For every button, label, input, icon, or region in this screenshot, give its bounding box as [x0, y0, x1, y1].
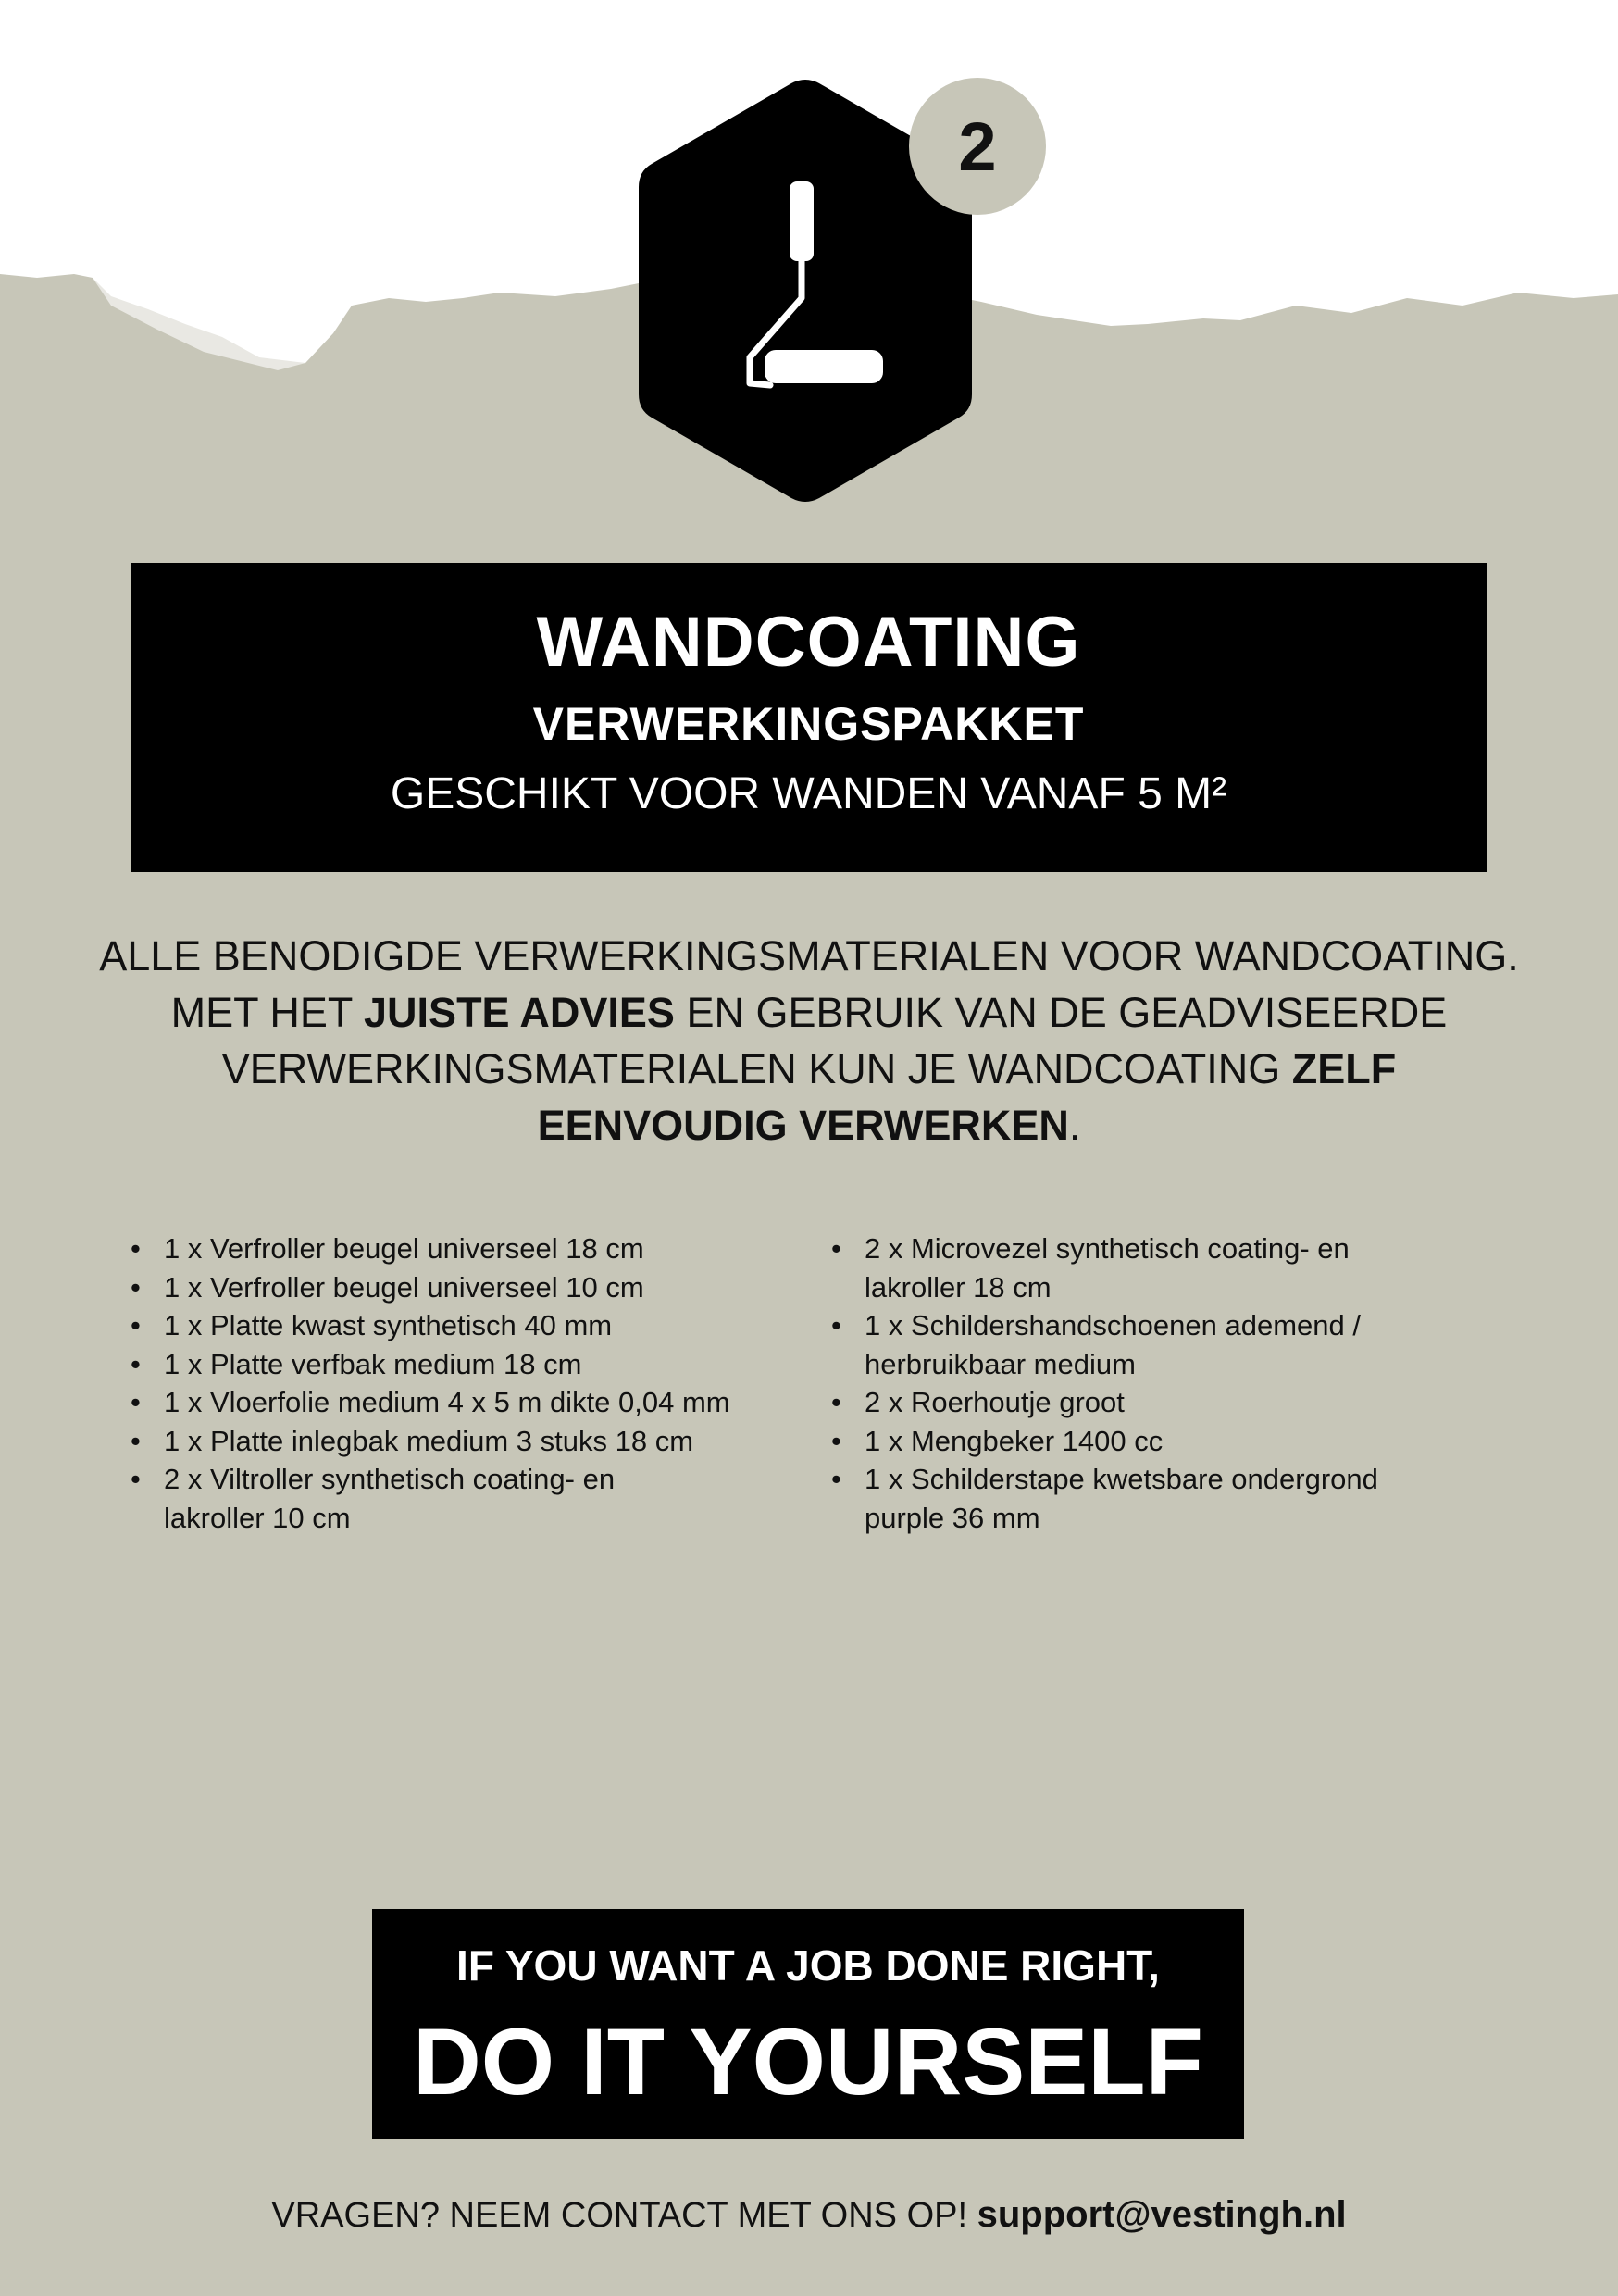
- list-item: • 1 x Verfroller beugel universeel 18 cm: [131, 1229, 760, 1268]
- items-list-left: [131, 1229, 760, 1537]
- items-list-right: [831, 1229, 1442, 1537]
- surface-note: GESCHIKT VOOR WANDEN VANAF 5 M²: [390, 769, 1227, 818]
- list-item: • 1 x Platte verfbak medium 18 cm: [131, 1345, 760, 1384]
- intro-text-1: ALLE BENODIGDE VERWERKINGSMATERIALEN VOOR WANDCOATING. MET HET: [99, 932, 1519, 1036]
- list-item: • 2 x Microvezel synthetisch coating- en lakroller 18 cm: [831, 1229, 1442, 1306]
- page-title: WANDCOATING: [536, 603, 1081, 681]
- list-item: • 1 x Verfroller beugel universeel 10 cm: [131, 1268, 760, 1307]
- intro-bold-1: JUISTE ADVIES: [364, 989, 675, 1036]
- intro-bold-2: ZELF EENVOUDIG VERWERKEN: [537, 1045, 1397, 1149]
- title-banner: [131, 563, 1487, 872]
- list-item: • 1 x Platte kwast synthetisch 40 mm: [131, 1306, 760, 1345]
- slogan-banner: [372, 1909, 1244, 2139]
- step-number: 2: [958, 107, 997, 185]
- slogan-line-2: DO IT YOURSELF: [413, 2009, 1203, 2115]
- contact-email-link[interactable]: support@vestingh.nl: [977, 2194, 1347, 2235]
- page-subtitle: VERWERKINGSPAKKET: [532, 698, 1085, 750]
- intro-text-2: EN GEBRUIK VAN DE GEADVISEERDE VERWERKINGSMATERIALEN KUN JE WANDCOATING: [221, 989, 1448, 1092]
- list-item: • 1 x Schilderstape kwetsbare ondergrond purple 36 mm: [831, 1460, 1442, 1537]
- list-item: • 1 x Platte inlegbak medium 3 stuks 18 cm: [131, 1422, 760, 1461]
- contact-line: [0, 2194, 1618, 2236]
- step-number-badge: [909, 78, 1046, 215]
- list-item: • 2 x Viltroller synthetisch coating- en lakroller 10 cm: [131, 1460, 760, 1537]
- intro-text-3: .: [1068, 1102, 1081, 1149]
- list-item: • 1 x Mengbeker 1400 cc: [831, 1422, 1442, 1461]
- slogan-line-1: IF YOU WANT A JOB DONE RIGHT,: [456, 1941, 1160, 1990]
- contact-text: VRAGEN? NEEM CONTACT MET ONS OP!: [271, 2196, 977, 2235]
- list-item: • 1 x Vloerfolie medium 4 x 5 m dikte 0,04 mm: [131, 1383, 760, 1422]
- intro-paragraph: [93, 928, 1525, 1154]
- list-item: • 1 x Schildershandschoenen ademend / herbruikbaar medium: [831, 1306, 1442, 1383]
- list-item: • 2 x Roerhoutje groot: [831, 1383, 1442, 1422]
